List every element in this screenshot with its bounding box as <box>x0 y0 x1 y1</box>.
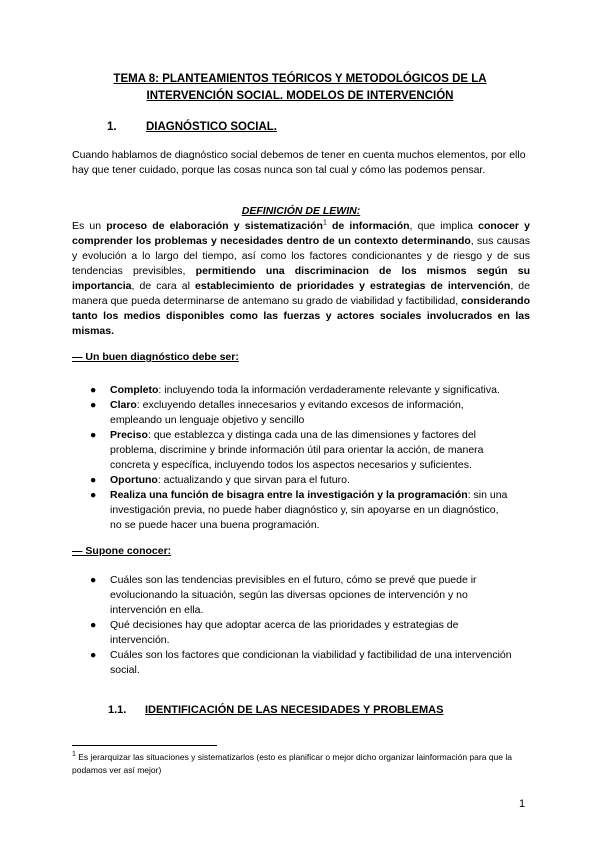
definition-bold-5: establecimiento de prioridades y estrategias de intervención <box>195 280 511 292</box>
item-text: Qué decisiones hay que adoptar acerca de las prioridades y estrategias de intervención. <box>110 619 459 646</box>
list-item <box>72 383 512 398</box>
section-number: 1.1. <box>108 704 127 716</box>
item-text: : actualizando y que sirvan para el futuro. <box>157 474 350 486</box>
list-item <box>72 473 512 488</box>
bullet-icon: ● <box>90 649 97 661</box>
intro-paragraph: Cuando hablamos de diagnóstico social debemos de tener en cuenta muchos elementos, por ello hay que tener cuidado, porque las cosas nunca son tal cual y cómo las podemos pensar. <box>72 149 526 176</box>
footnote-mark: 1 <box>72 751 76 759</box>
section-title: IDENTIFICACIÓN DE LAS NECESIDADES Y PROBLEMAS <box>145 704 444 716</box>
definition-text-4: , de cara al <box>131 280 196 292</box>
item-label: Preciso <box>110 429 148 441</box>
list-item <box>72 648 512 678</box>
item-label: Realiza una función de bisagra entre la investigación y la programación <box>110 489 468 501</box>
footnote <box>72 751 532 776</box>
definition-text-2: , que implica <box>409 220 479 232</box>
document-title <box>70 71 530 105</box>
footnote-divider <box>72 745 217 746</box>
section-heading-1-1 <box>108 704 443 716</box>
item-text: : incluyendo toda la información verdaderamente relevante y significativa. <box>158 384 500 396</box>
list-item <box>72 618 512 648</box>
definition-title: DEFINICIÓN DE LEWIN: <box>241 205 361 217</box>
bullet-icon: ● <box>90 619 97 631</box>
title-line-2: INTERVENCIÓN SOCIAL. MODELOS DE INTERVENCIÓN <box>146 90 454 102</box>
bullet-icon: ● <box>90 474 97 486</box>
definition-bold-4: permitiendo una discriminacion de los mismos según su importancia <box>72 265 530 292</box>
item-text: : excluyendo detalles innecesarios y evitando excesos de información, empleando un lenguaje objetivo y sencillo <box>110 399 464 426</box>
bullet-icon: ● <box>90 429 97 441</box>
item-text: : sin una investigación previa, no puede haber diagnóstico y, sin apoyarse en un diagnóstico, no se puede hacer una buena programación. <box>110 489 508 531</box>
definition-text-1: Es un <box>72 220 107 232</box>
list-item <box>72 398 512 428</box>
definition-bold-3: conocer y comprender los problemas y necesidades dentro de un contexto determinando <box>72 220 530 247</box>
list-item <box>72 573 512 618</box>
definition-paragraph <box>72 219 530 339</box>
definition-text-3: , sus causas y evolución a lo largo del tiempo, así como los factores condicionantes y de riesgo y de sus tendencias previsibles, <box>72 235 530 277</box>
footnote-text: Es jerarquizar las situaciones y sistematizarlos (esto es planificar o mejor dicho organizar lainformación para que la podamos ver así mejor) <box>72 752 512 775</box>
supone-heading: — Supone conocer: <box>72 545 172 557</box>
section-heading-1 <box>107 121 277 133</box>
supone-list <box>72 573 512 678</box>
definition-bold-1: proceso de elaboración y sistematización <box>106 220 323 232</box>
item-label: Oportuno <box>110 474 158 486</box>
definition-text-5: , de manera que pueda determinarse de antemano su grado de viabilidad y factibilidad, <box>72 280 530 307</box>
good-diagnosis-list <box>72 383 512 533</box>
bullet-icon: ● <box>90 384 97 396</box>
bullet-icon: ● <box>90 399 97 411</box>
section-number: 1. <box>107 121 117 133</box>
page-number: 1 <box>519 798 526 810</box>
item-label: Claro <box>110 399 137 411</box>
section-title: DIAGNÓSTICO SOCIAL. <box>146 121 277 133</box>
footnote-reference: 1 <box>322 219 327 227</box>
good-diagnosis-heading: — Un buen diagnóstico debe ser: <box>72 351 239 363</box>
bullet-icon: ● <box>90 574 97 586</box>
item-text: Cuáles son los factores que condicionan la viabilidad y factibilidad de una intervención social. <box>110 649 512 676</box>
item-text: : que establezca y distinga cada una de las dimensiones y factores del problema, discrimine y brinde información útil para orientar la acción, de manera concreta y específica, incluyendo todos los aspectos necesarios y suficientes. <box>110 429 484 471</box>
definition-bold-2: de información <box>326 220 410 232</box>
definition-bold-6: considerando tanto los medios disponibles como las fuerzas y actores sociales involucrados en las mismas. <box>72 295 530 337</box>
list-item <box>72 488 512 533</box>
bullet-icon: ● <box>90 489 97 501</box>
title-line-1: TEMA 8: PLANTEAMIENTOS TEÓRICOS Y METODOLÓGICOS DE LA <box>113 73 487 85</box>
item-label: Completo <box>110 384 159 396</box>
item-text: Cuáles son las tendencias previsibles en el futuro, cómo se prevé que puede ir evolucionando la situación, según las diversas opciones de intervención y no intervención en ella. <box>110 574 477 616</box>
list-item <box>72 428 512 473</box>
